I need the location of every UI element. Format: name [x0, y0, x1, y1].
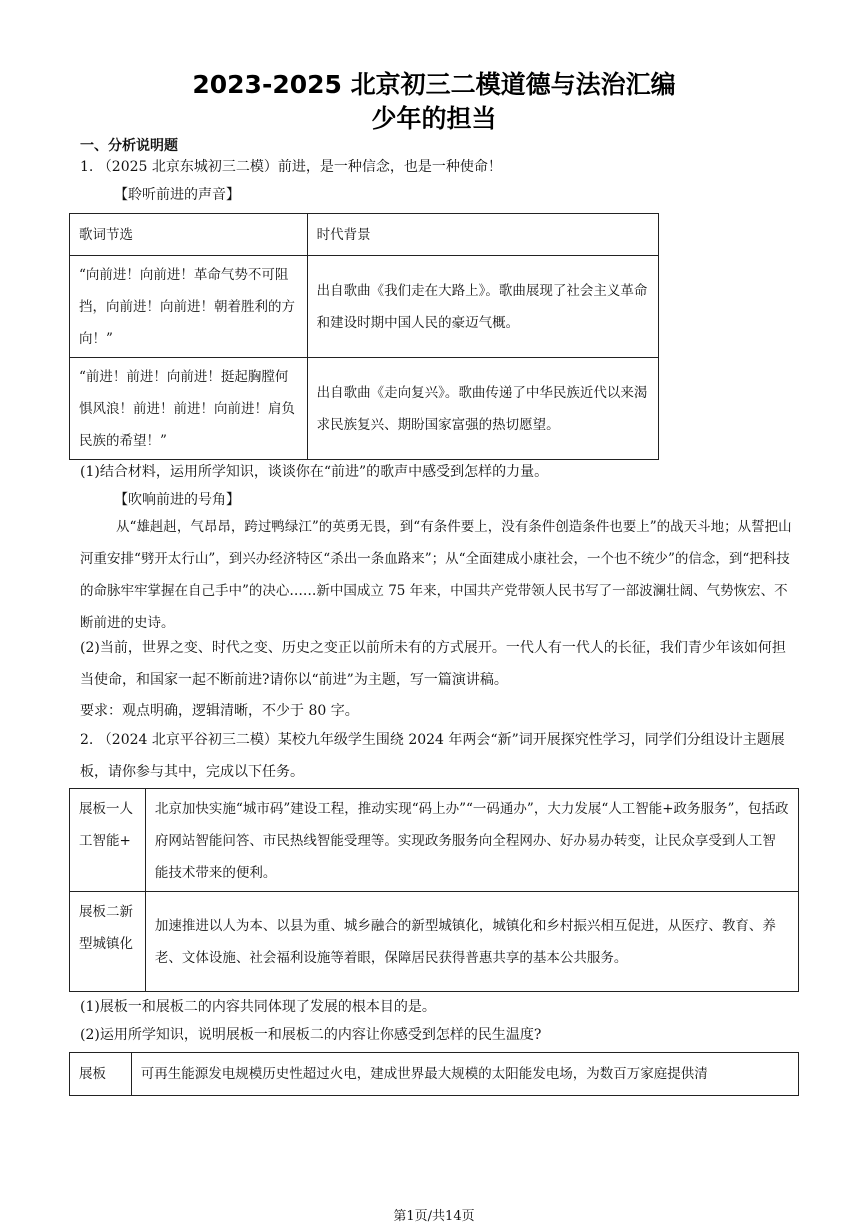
q1-part1-heading: 【聆听前进的声音】: [114, 187, 240, 203]
q1-subquestion-1: (1)结合材料，运用所学知识，谈谈你在“前进”的歌声中感受到怎样的力量。: [80, 464, 549, 480]
table-row: [70, 256, 659, 358]
board-content-cell: 北京加快实施“城市码”建设工程，推动实现“码上办”“一码通办”，大力发展“人工智能+政务服务”，包括政府网站智能问答、市民热线智能受理等。实现政务服务向全程网办、好办易办转变，让民众享受到人工智能技术带来的便利。: [145, 789, 798, 892]
q1-passage: 从“雄赳赳，气昂昂，跨过鸭绿江”的英勇无畏，到“有条件要上，没有条件创造条件也要上”的战天斗地；从誓把山河重安排“劈开太行山”，到兴办经济特区“杀出一条血路来”；从“全面建成小康社会，一个也不统少”的信念，到“把科技的命脉牢牢掌握在自己手中”的决心……新中国成立 75 年来，中国共产党带领人民书写了一部波澜壮阔、气势恢宏、不断前进的史诗。: [80, 519, 792, 631]
background-cell: 出自歌曲《我们走在大路上》。歌曲展现了社会主义革命和建设时期中国人民的豪迈气概。: [307, 256, 658, 358]
doc-subtitle: 少年的担当: [371, 104, 497, 133]
q1-subquestion-2: (2)当前，世界之变、时代之变、历史之变正以前所未有的方式展开。一代人有一代人的长征，我们青少年该如何担当使命，和国家一起不断前进?请你以“前进”为主题，写一篇演讲稿。: [80, 640, 786, 688]
board-label-cell: 展板: [70, 1053, 132, 1096]
q2-board-table-2: [69, 1052, 799, 1096]
q1-requirement: 要求：观点明确，逻辑清晰，不少于 80 字。: [80, 703, 359, 719]
page-footer: 第1页/共14页: [393, 1209, 475, 1224]
board-content-cell: 可再生能源发电规模历史性超过火电，建成世界最大规模的太阳能发电场，为数百万家庭提供清: [131, 1053, 798, 1096]
q2-board-table: [69, 788, 799, 992]
section-heading: 一、分析说明题: [80, 138, 178, 154]
table-header-cell: 歌词节选: [70, 214, 308, 256]
board-label-cell: 展板二新型城镇化: [70, 892, 146, 992]
doc-title: 2023-2025 北京初三二模道德与法治汇编: [192, 70, 676, 99]
q2-stem: 2. （2024 北京平谷初三二模）某校九年级学生围绕 2024 年两会“新”词开展探究性学习，同学们分组设计主题展板，请你参与其中，完成以下任务。: [80, 732, 785, 780]
table-row: [70, 1053, 799, 1096]
q1-part2-heading: 【吹响前进的号角】: [114, 492, 240, 508]
lyric-cell: “前进！前进！向前进！挺起胸膛何惧风浪！前进！前进！向前进！肩负民族的希望！”: [70, 358, 308, 460]
background-cell: 出自歌曲《走向复兴》。歌曲传递了中华民族近代以来渴求民族复兴、期盼国家富强的热切愿望。: [307, 358, 658, 460]
board-content-cell: 加速推进以人为本、以县为重、城乡融合的新型城镇化，城镇化和乡村振兴相互促进，从医疗、教育、养老、文体设施、社会福利设施等着眼，保障居民获得普惠共享的基本公共服务。: [145, 892, 798, 992]
q2-subquestion-2: (2)运用所学知识，说明展板一和展板二的内容让你感受到怎样的民生温度?: [80, 1027, 542, 1043]
table-header-row: [70, 214, 659, 256]
table-header-cell: 时代背景: [307, 214, 658, 256]
table-row: [70, 789, 799, 892]
q1-stem: 1. （2025 北京东城初三二模）前进，是一种信念，也是一种使命！: [80, 159, 502, 175]
board-label-cell: 展板一人工智能+: [70, 789, 146, 892]
lyric-cell: “向前进！向前进！革命气势不可阻挡，向前进！向前进！朝着胜利的方向！”: [70, 256, 308, 358]
table-row: [70, 358, 659, 460]
table-row: [70, 892, 799, 992]
q1-lyrics-table: [69, 213, 659, 460]
q2-subquestion-1: (1)展板一和展板二的内容共同体现了发展的根本目的是。: [80, 999, 436, 1015]
